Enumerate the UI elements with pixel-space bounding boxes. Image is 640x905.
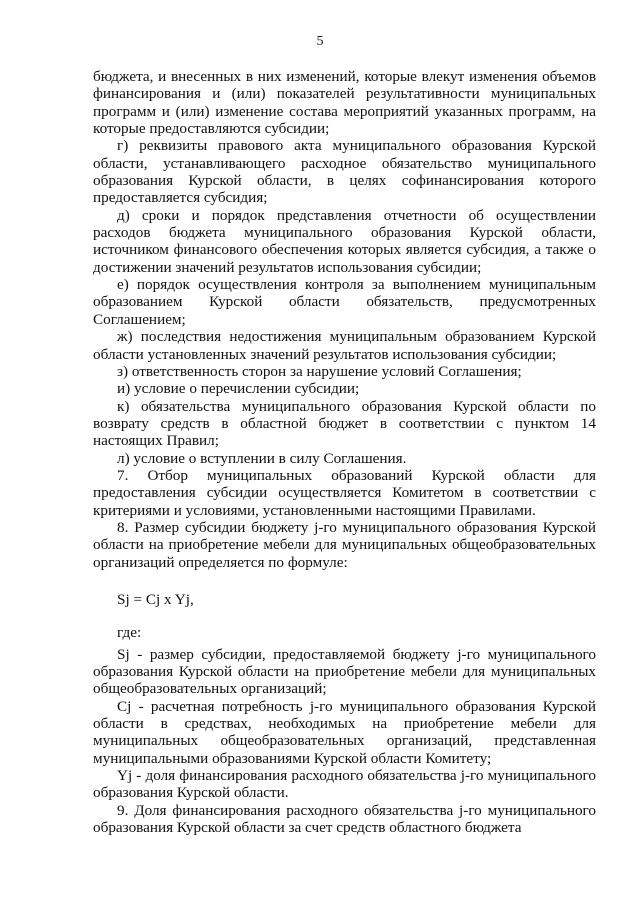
document-body <box>93 68 596 836</box>
paragraph-clause-8: 8. Размер субсидии бюджету j-го муниципального образования Курской области на приобретение мебели для муниципальных общеобразовательных организаций определяется по формуле: <box>93 518 596 571</box>
paragraph-item-k: к) обязательства муниципального образования Курской области по возврату средств в областной бюджет в соответствии с пунктом 14 настоящих Правил; <box>93 397 596 450</box>
definition-sj: Sj - размер субсидии, предоставляемой бюджету j-го муниципального образования Курской области на приобретение мебели для муниципальных общеобразовательных организаций; <box>93 645 596 698</box>
definition-cj: Cj - расчетная потребность j-го муниципального образования Курской области в средствах, необходимых на приобретение мебели для муниципальных общеобразовательных организаций, представленная муниципальными образованиями Курской области Комитету; <box>93 697 596 767</box>
paragraph-item-zh: ж) последствия недостижения муниципальным образованием Курской области установленных значений результатов использования субсидии; <box>93 328 596 363</box>
page-number: 5 <box>316 34 324 49</box>
paragraph-item-z: з) ответственность сторон за нарушение условий Соглашения; <box>117 362 522 380</box>
where-label: где: <box>117 624 142 642</box>
definition-yj: Yj - доля финансирования расходного обязательства j-го муниципального образования Курской области. <box>93 767 596 802</box>
paragraph-item-l: л) условие о вступлении в силу Соглашения. <box>117 449 407 467</box>
subsidy-formula: Sj = Cj x Yj, <box>117 590 194 608</box>
paragraph-item-e: е) порядок осуществления контроля за выполнением муниципальным образованием Курской области обязательств, предусмотренных Соглашением; <box>93 276 596 328</box>
paragraph-item-i: и) условие о перечислении субсидии; <box>117 380 360 398</box>
paragraph-item-g: г) реквизиты правового акта муниципального образования Курской области, устанавливающего расходное обязательство муниципального образования Курской области, в целях софинансирования которого предоставляется субсидия; <box>93 137 596 207</box>
paragraph-continuation: бюджета, и внесенных в них изменений, которые влекут изменения объемов финансирования и (или) показателей результативности муниципальных программ и (или) изменение состава мероприятий указанных программ, на которые предоставляются субсидии; <box>93 68 596 138</box>
paragraph-item-d: д) сроки и порядок представления отчетности об осуществлении расходов бюджета муниципального образования Курской области, источником финансового обеспечения которых является субсидия, а также о достижении значений результатов использования субсидии; <box>93 206 596 276</box>
paragraph-clause-7: 7. Отбор муниципальных образований Курской области для предоставления субсидии осуществляется Комитетом в соответствии с критериями и условиями, установленными настоящими Правилами. <box>93 466 596 519</box>
paragraph-clause-9: 9. Доля финансирования расходного обязательства j-го муниципального образования Курской области за счет средств областного бюджета <box>93 801 596 837</box>
